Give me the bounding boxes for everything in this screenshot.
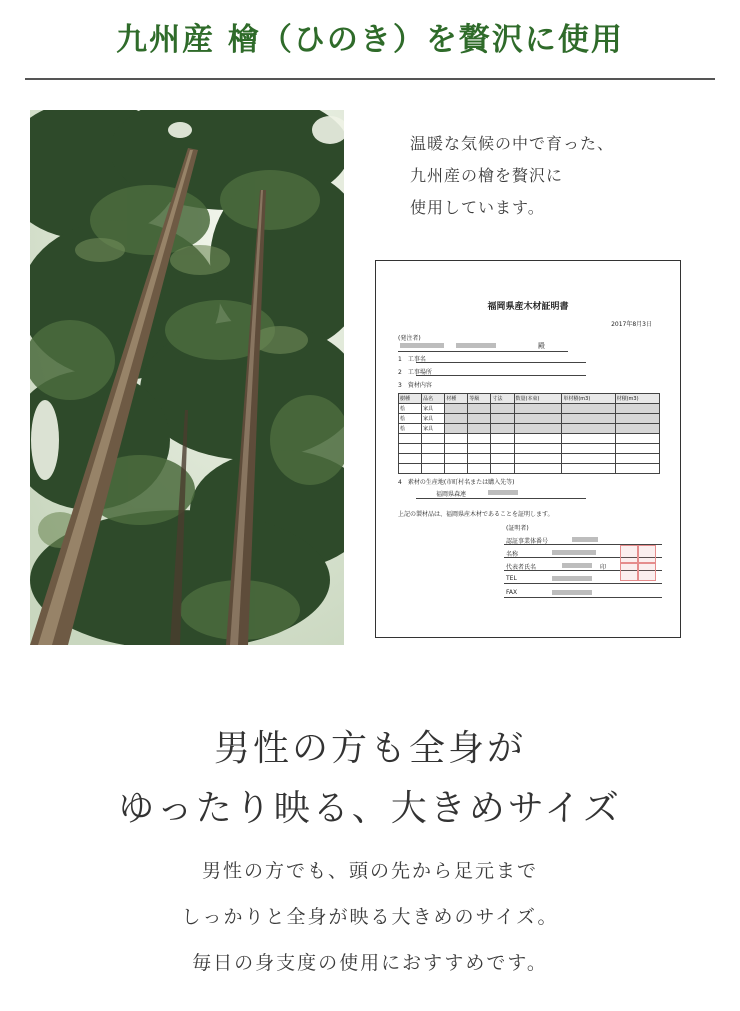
subheading-line-1: 男性の方も全身が	[213, 728, 526, 769]
intro-line: 九州産の檜を贅沢に	[410, 166, 564, 185]
redacted-text	[488, 490, 518, 495]
table-row	[399, 444, 660, 454]
table-cell	[422, 464, 445, 474]
redacted-text	[552, 590, 592, 595]
table-cell	[422, 454, 445, 464]
redacted-text	[572, 537, 598, 542]
item-materials: 3 資材内容	[398, 382, 432, 389]
item-construction-site: 2 工事場所	[398, 369, 432, 376]
table-cell	[615, 444, 659, 454]
table-cell	[468, 464, 491, 474]
table-header-cell: 材種	[445, 394, 468, 404]
certifier-label: (証明者)	[506, 525, 529, 532]
intro-line: 温暖な気候の中で育った、	[410, 134, 615, 153]
table-cell	[445, 434, 468, 444]
origin-value: 福岡県森連	[436, 491, 467, 498]
table-cell	[615, 404, 659, 414]
underline	[416, 362, 586, 363]
item-origin: 4 素材の生産地(市町村名または購入先等)	[398, 479, 515, 486]
table-cell	[491, 404, 514, 414]
table-row	[399, 464, 660, 474]
table-header-row	[399, 394, 660, 404]
table-cell	[468, 404, 491, 414]
table-cell	[514, 404, 562, 414]
underline	[416, 375, 586, 376]
table-cell	[514, 434, 562, 444]
table-header-cell: 材積(m3)	[615, 394, 659, 404]
table-cell	[399, 454, 422, 464]
table-cell	[615, 424, 659, 434]
table-cell	[615, 454, 659, 464]
table-row	[399, 424, 660, 434]
underline	[416, 498, 586, 499]
table-row	[399, 454, 660, 464]
table-cell	[514, 454, 562, 464]
redacted-text	[552, 576, 592, 581]
seal-stamp	[620, 545, 638, 563]
table-cell	[514, 464, 562, 474]
orderer-suffix: 殿	[538, 342, 545, 350]
certification-statement: 上記の製材品は、福岡県産木材であることを証明します。	[398, 511, 554, 518]
table-cell	[491, 444, 514, 454]
table-cell	[422, 444, 445, 454]
table-cell	[562, 454, 615, 464]
seal-stamp	[638, 563, 656, 581]
underline	[398, 351, 568, 352]
table-cell	[445, 404, 468, 414]
table-cell	[468, 454, 491, 464]
table-cell	[615, 414, 659, 424]
intro-line: 使用しています。	[410, 198, 545, 217]
table-cell	[468, 434, 491, 444]
table-cell	[445, 454, 468, 464]
table-cell	[468, 444, 491, 454]
subheading-line-2: ゆったり映る、大きめサイズ	[118, 788, 622, 829]
table-row	[399, 434, 660, 444]
table-cell	[491, 464, 514, 474]
table-cell	[615, 434, 659, 444]
body-line: しっかりと全身が映る大きめのサイズ。	[181, 906, 559, 928]
table-cell	[562, 434, 615, 444]
redacted-text	[552, 550, 596, 555]
hinoki-tree-photo	[30, 110, 344, 645]
table-cell	[422, 434, 445, 444]
table-cell	[399, 434, 422, 444]
table-cell	[615, 464, 659, 474]
table-cell	[562, 414, 615, 424]
seal-stamp	[638, 545, 656, 563]
table-row	[399, 404, 660, 414]
table-cell	[468, 424, 491, 434]
table-cell	[491, 414, 514, 424]
table-cell	[491, 454, 514, 464]
heading-divider	[25, 78, 715, 80]
materials-table	[398, 393, 660, 474]
representative-label: 代表者氏名	[506, 564, 537, 571]
body-text	[0, 848, 740, 986]
certificate-title: 福岡県産木材証明書	[487, 302, 569, 312]
table-header-cell: 樹種	[399, 394, 422, 404]
certificate-date: 2017年8月3日	[611, 321, 652, 328]
redacted-text	[400, 343, 444, 348]
table-row	[399, 414, 660, 424]
redacted-text	[562, 563, 592, 568]
fax-label: FAX	[506, 589, 518, 596]
cert-number-label: 認証事業体番号	[506, 538, 549, 545]
orderer-label: (発注者)	[398, 335, 421, 342]
table-cell: 家具	[422, 404, 445, 414]
table-cell	[514, 414, 562, 424]
table-cell	[562, 444, 615, 454]
table-cell	[491, 434, 514, 444]
underline	[504, 597, 662, 598]
wood-origin-certificate	[375, 260, 681, 638]
table-header-cell: 数量(本束)	[514, 394, 562, 404]
table-cell	[445, 424, 468, 434]
table-cell	[445, 444, 468, 454]
table-cell: 家具	[422, 424, 445, 434]
table-cell: 桧	[399, 404, 422, 414]
table-header-cell: 寸法	[491, 394, 514, 404]
table-cell	[514, 424, 562, 434]
section-heading: 九州産 檜（ひのき）を贅沢に使用	[116, 22, 624, 58]
table-cell	[562, 424, 615, 434]
table-cell	[562, 404, 615, 414]
body-line: 毎日の身支度の使用におすすめです。	[192, 952, 548, 974]
tel-label: TEL	[506, 575, 517, 582]
table-cell: 桧	[399, 414, 422, 424]
redacted-text	[456, 343, 496, 348]
table-cell	[445, 414, 468, 424]
table-header-cell: 品名	[422, 394, 445, 404]
seal-stamp	[620, 563, 638, 581]
body-line: 男性の方でも、頭の先から足元まで	[201, 860, 538, 882]
table-cell: 家具	[422, 414, 445, 424]
table-cell	[445, 464, 468, 474]
table-header-cell: 単材積(m3)	[562, 394, 615, 404]
table-cell: 桧	[399, 424, 422, 434]
table-cell	[399, 464, 422, 474]
name-label: 名称	[506, 551, 519, 558]
table-cell	[399, 444, 422, 454]
intro-text	[410, 128, 720, 224]
item-construction-name: 1 工事名	[398, 356, 426, 363]
table-cell	[491, 424, 514, 434]
representative-suffix: 印	[600, 564, 607, 571]
table-header-cell: 等級	[468, 394, 491, 404]
table-cell	[514, 444, 562, 454]
table-cell	[562, 464, 615, 474]
table-cell	[468, 414, 491, 424]
underline	[504, 583, 662, 584]
